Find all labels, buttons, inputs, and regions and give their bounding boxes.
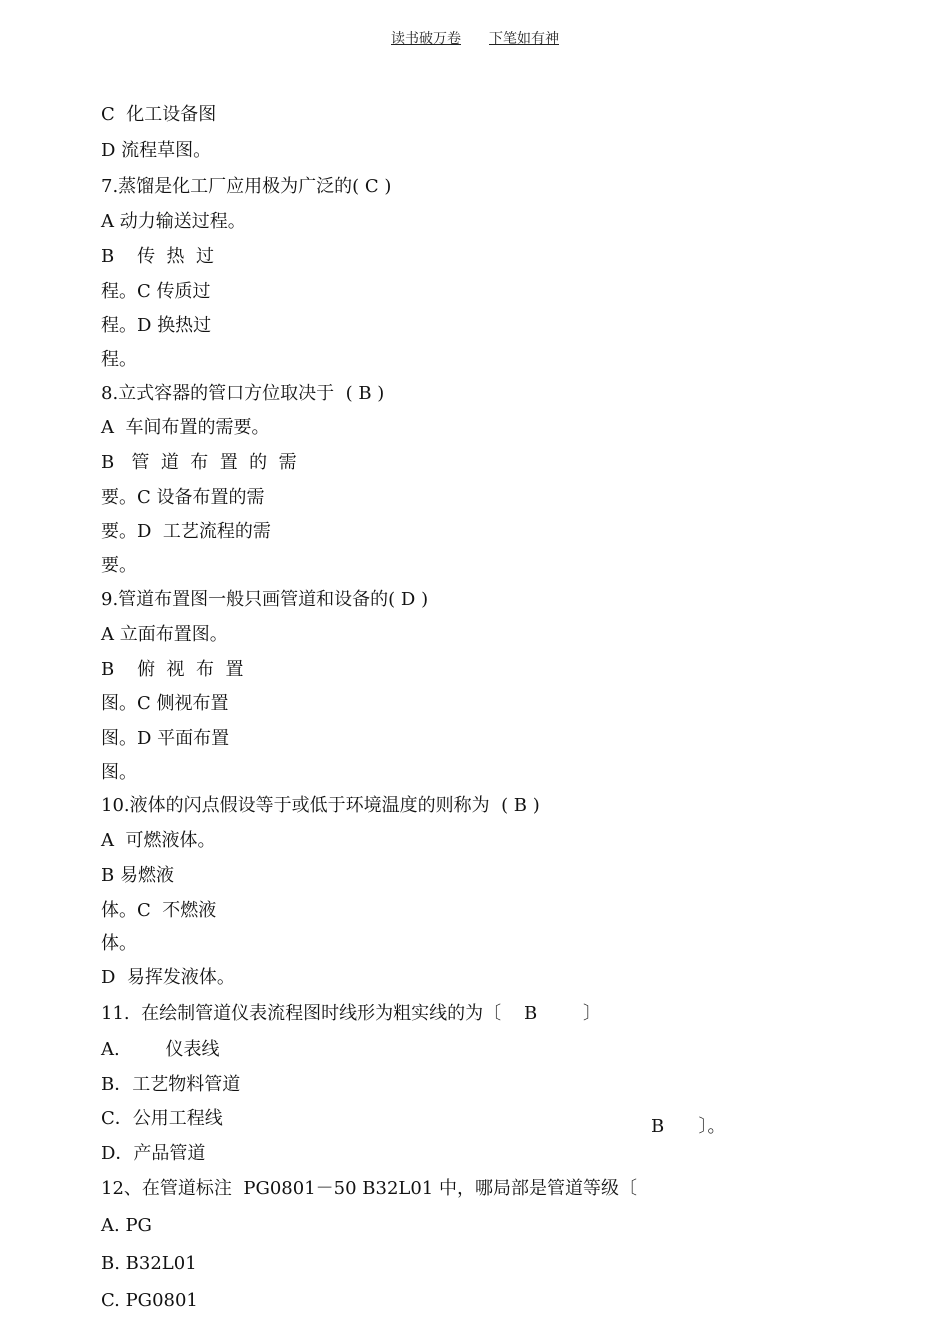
text-line: D 易挥发液体。	[101, 967, 235, 988]
text-line: C．公用工程线	[101, 1108, 223, 1129]
text-line: D 流程草图。	[101, 140, 212, 161]
text-line: 要。	[101, 555, 137, 576]
text-line: 图。D 平面布置	[101, 728, 230, 749]
text-line: A 动力输送过程。	[101, 211, 246, 232]
text-line: A 可燃液体。	[101, 830, 216, 851]
text-line: 图。	[101, 762, 137, 783]
text-line: 程。	[101, 349, 137, 370]
text-line: 程。C 传质过	[101, 281, 211, 302]
text-line: D．产品管道	[101, 1143, 206, 1164]
text-line: A 车间布置的需要。	[101, 417, 270, 438]
text-line: A. PG	[101, 1215, 152, 1236]
text-line: 体。C 不燃液	[101, 900, 217, 921]
text-line: B 传 热 过	[101, 246, 215, 267]
text-line: A. 仪表线	[101, 1039, 220, 1060]
text-line: A 立面布置图。	[101, 624, 228, 645]
text-line: C 化工设备图	[101, 104, 217, 125]
question-12: 12、在管道标注 PG0801－50 B32L01 中，哪局部是管道等级〔	[101, 1178, 637, 1199]
page-header	[0, 28, 950, 48]
question-10: 10.液体的闪点假设等于或低于环境温度的则称为 ( B )	[101, 795, 540, 816]
question-8: 8.立式容器的管口方位取决于 ( B )	[101, 383, 385, 404]
header-left-text: 读书破万卷	[391, 31, 461, 47]
text-line: 图。C 侧视布置	[101, 693, 229, 714]
text-line: B．工艺物料管道	[101, 1074, 241, 1095]
text-line: 程。D 换热过	[101, 315, 212, 336]
text-line: B 俯 视 布 置	[101, 659, 244, 680]
text-line: 要。D 工艺流程的需	[101, 521, 271, 542]
question-11: 11. 在绘制管道仪表流程图时线形为粗实线的为〔 B 〕	[101, 1003, 601, 1024]
text-line: 体。	[101, 933, 137, 954]
text-line: B. B32L01	[101, 1253, 197, 1274]
question-7: 7.蒸馏是化工厂应用极为广泛的( C )	[101, 176, 392, 197]
text-line: 要。C 设备布置的需	[101, 487, 265, 508]
text-line: B 管 道 布 置 的 需	[101, 452, 297, 473]
text-line: C. PG0801	[101, 1290, 198, 1311]
question-12-answer-note: B 〕。	[651, 1116, 726, 1137]
text-line: B 易燃液	[101, 865, 174, 886]
header-right-text: 下笔如有神	[489, 31, 559, 47]
question-9: 9.管道布置图一般只画管道和设备的( D )	[101, 589, 429, 610]
